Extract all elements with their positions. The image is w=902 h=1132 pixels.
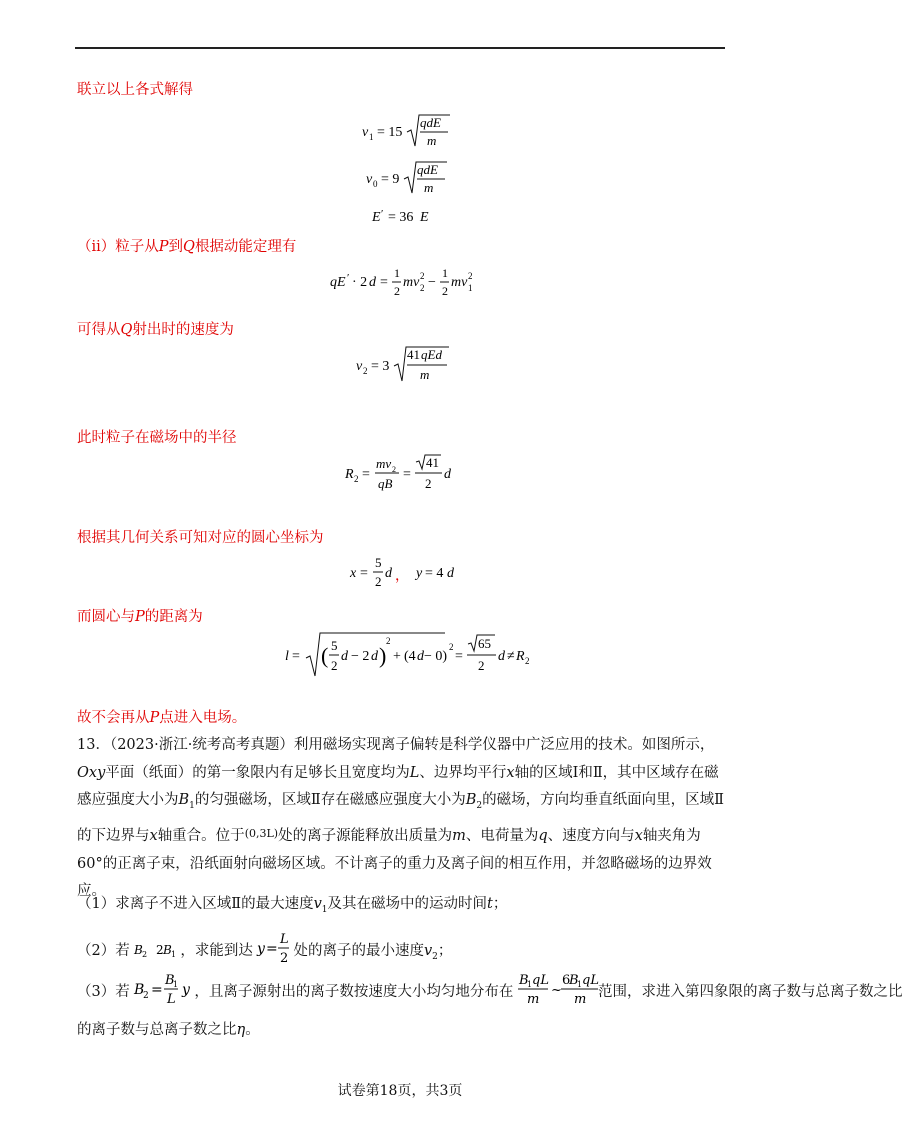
svg-text:B: B xyxy=(568,973,579,988)
svg-text:= 9: = 9 xyxy=(381,172,400,187)
solution-line-6 xyxy=(77,605,203,626)
line7-post: 点进入电场。 xyxy=(159,710,247,726)
stem-k: 轴夹角为60°的正离子束，沿纸面射向磁场区域。不计离子的重力及离子间的相互作用，并忽略磁场的边界效应。 xyxy=(77,828,712,900)
svg-text:=: = xyxy=(360,566,368,581)
svg-text:2: 2 xyxy=(156,943,164,957)
solution-line-1: 联立以上各式解得 xyxy=(77,82,193,98)
svg-text:(4: (4 xyxy=(404,649,416,664)
svg-text:′: ′ xyxy=(347,272,350,284)
q3-mid: ，且离子源射出的离子数按速度大小均匀地分布在 xyxy=(194,984,514,1000)
svg-text:R: R xyxy=(516,649,525,664)
stem-a: 利用磁场实现离子偏转是科学仪器中广泛应用的技术。如图所示， xyxy=(293,737,715,753)
svg-text:mv: mv xyxy=(403,275,420,290)
svg-text:E: E xyxy=(372,210,381,225)
svg-text:· 2: · 2 xyxy=(352,275,368,290)
var-l: L xyxy=(409,764,420,781)
svg-text:2: 2 xyxy=(392,465,396,474)
svg-text:qL: qL xyxy=(531,973,549,988)
svg-text:− 0): − 0) xyxy=(424,649,448,664)
problem-source: （2023·浙江·统考高考真题） xyxy=(109,737,294,753)
point-q-2: Q xyxy=(120,322,133,338)
q2-mid: ，求能到达 xyxy=(180,943,253,959)
svg-text:5: 5 xyxy=(331,638,338,653)
q2-end: ； xyxy=(437,943,453,959)
q2-post: 处的离子的最小速度 xyxy=(293,943,424,959)
svg-text:=: = xyxy=(151,982,164,998)
svg-text:v: v xyxy=(366,172,373,187)
svg-text:2: 2 xyxy=(468,271,473,281)
solution-line-3 xyxy=(77,318,234,339)
equation-center xyxy=(350,553,460,598)
svg-text:d: d xyxy=(371,649,378,664)
var-v1: v xyxy=(313,896,322,912)
svg-text:~: ~ xyxy=(550,983,562,998)
svg-text:R: R xyxy=(345,467,354,482)
svg-text:1: 1 xyxy=(173,980,179,989)
q2-y-formula xyxy=(257,931,293,967)
v2-sub: 2 xyxy=(432,951,438,962)
svg-text:d: d xyxy=(385,566,392,581)
svg-text:1: 1 xyxy=(369,132,374,142)
stem-i: 、电荷量为 xyxy=(465,828,539,845)
equation-v2 xyxy=(356,344,452,391)
svg-text:y: y xyxy=(182,982,191,998)
line7-pre: 故不会再从 xyxy=(77,710,150,726)
point-p-3: P xyxy=(149,710,160,726)
svg-text:2: 2 xyxy=(420,283,425,293)
line2-post: 根据动能定理有 xyxy=(194,239,297,255)
svg-text:65: 65 xyxy=(478,636,491,651)
var-v2: v xyxy=(423,943,433,959)
svg-text:2: 2 xyxy=(425,476,432,491)
svg-text:v: v xyxy=(362,125,369,140)
svg-text:x: x xyxy=(350,566,357,581)
svg-text:qE: qE xyxy=(330,275,346,290)
question-1 xyxy=(77,892,507,915)
line2-mid: 到 xyxy=(168,239,184,255)
svg-text:v: v xyxy=(356,359,363,374)
equation-energy xyxy=(330,265,480,308)
stem-b: 平面（纸面）的第一象限内有足够长且宽度均为 xyxy=(105,764,410,781)
q3-condition-formula xyxy=(134,972,194,1008)
svg-text:−: − xyxy=(428,275,436,290)
svg-text:y: y xyxy=(416,566,423,581)
svg-text:= 3: = 3 xyxy=(371,359,390,374)
svg-text:=: = xyxy=(455,649,463,664)
svg-text:2: 2 xyxy=(354,474,359,484)
svg-text:= 15: = 15 xyxy=(377,125,403,140)
sub-1: 1 xyxy=(189,800,195,811)
svg-text:qdE: qdE xyxy=(420,115,441,130)
svg-text:L: L xyxy=(280,932,290,947)
equation-radius xyxy=(345,452,457,501)
line6-pre: 而圆心与 xyxy=(77,609,135,625)
stem-g: 轴重合。位于 xyxy=(157,828,245,845)
svg-text:d: d xyxy=(341,649,348,664)
var-x-3: x xyxy=(634,828,643,845)
svg-text:′: ′ xyxy=(381,208,384,220)
svg-text:m: m xyxy=(427,133,437,148)
sub-2: 2 xyxy=(476,800,483,811)
line3-post: 射出时的速度为 xyxy=(132,322,234,338)
point-p: P xyxy=(158,239,169,255)
problem-number: 13． xyxy=(77,737,110,753)
svg-text:5: 5 xyxy=(375,555,382,570)
q3-end: 。 xyxy=(245,1022,260,1038)
svg-text:qL: qL xyxy=(581,973,599,988)
oxy: Oxy xyxy=(77,764,106,781)
q1-pre: （1）求离子不进入区域Ⅱ的最大速度 xyxy=(77,896,314,912)
q3-range-formula xyxy=(518,972,598,1008)
svg-text:0: 0 xyxy=(373,179,378,189)
point-p-2: P xyxy=(135,609,145,625)
q1-end: ； xyxy=(492,896,508,912)
svg-text:2: 2 xyxy=(442,284,448,298)
q1-mid: 及其在磁场中的运动时间 xyxy=(327,896,488,912)
var-b1: B xyxy=(178,792,190,808)
svg-text:B: B xyxy=(134,943,144,957)
header-rule xyxy=(75,47,725,49)
v1-sub: 1 xyxy=(321,904,328,915)
svg-text:B: B xyxy=(134,982,145,998)
svg-text:d: d xyxy=(444,467,451,482)
line6-post: 的距离为 xyxy=(144,609,203,625)
stem-j: 、速度方向与 xyxy=(547,828,635,845)
stem-e: 的匀强磁场，区域Ⅱ存在磁感应强度大小为 xyxy=(194,792,466,808)
svg-text:1: 1 xyxy=(442,266,448,280)
q2-pre: （2）若 xyxy=(77,943,130,959)
svg-text:=: = xyxy=(403,467,411,482)
svg-text:d: d xyxy=(417,649,424,664)
svg-text:1: 1 xyxy=(576,980,583,989)
svg-text:qdE: qdE xyxy=(417,162,438,177)
line2-pre: （ii）粒子从 xyxy=(77,239,159,255)
svg-text:d: d xyxy=(369,275,376,290)
svg-text:=: = xyxy=(292,649,300,664)
stem-f: 的磁场，方向均垂直纸面向里，区域Ⅱ的下边界与 xyxy=(77,792,724,845)
svg-text:d: d xyxy=(447,566,454,581)
svg-text:2: 2 xyxy=(525,656,530,666)
svg-text:B: B xyxy=(163,943,173,957)
equation-e-prime xyxy=(372,207,436,232)
svg-text:m: m xyxy=(573,992,587,1007)
solution-line-4: 此时粒子在磁场中的半径 xyxy=(77,430,237,446)
stem-d: 轴的区域Ⅰ和Ⅱ，其中区域存在磁感应强度大小为 xyxy=(77,764,719,808)
svg-text:B: B xyxy=(165,973,175,988)
svg-text:qEd: qEd xyxy=(421,347,442,362)
svg-text:B: B xyxy=(518,973,529,988)
svg-text:y: y xyxy=(257,941,266,957)
var-m: m xyxy=(452,828,466,845)
svg-text:41: 41 xyxy=(426,455,439,470)
problem-stem xyxy=(77,732,725,906)
svg-text:= 4: = 4 xyxy=(425,566,444,581)
svg-text:2: 2 xyxy=(143,991,150,1001)
svg-text:2: 2 xyxy=(386,636,391,646)
q3-pre: （3）若 xyxy=(77,984,130,1000)
equation-distance xyxy=(285,630,530,685)
question-2 xyxy=(77,931,452,967)
svg-text:=: = xyxy=(266,941,279,957)
svg-text:2: 2 xyxy=(280,951,289,966)
svg-text:1: 1 xyxy=(171,950,177,959)
svg-text:): ) xyxy=(379,643,387,668)
svg-text:L: L xyxy=(167,992,176,1007)
coord: (0,3L) xyxy=(244,827,279,841)
svg-text:=: = xyxy=(380,275,388,290)
solution-line-5: 根据其几何关系可知对应的圆心坐标为 xyxy=(77,530,324,546)
q3-post: 范围，求进入第四象限的离子数与总离子数之比 xyxy=(597,984,902,1000)
svg-text:6: 6 xyxy=(561,973,571,988)
question-3 xyxy=(77,972,902,1008)
svg-text:− 2: − 2 xyxy=(351,649,370,664)
var-t: t xyxy=(487,896,493,912)
svg-text:2: 2 xyxy=(394,284,400,298)
svg-text:d: d xyxy=(498,649,505,664)
svg-text:2: 2 xyxy=(331,658,338,673)
stem-h: 处的离子源能释放出质量为 xyxy=(278,828,453,845)
svg-text:1: 1 xyxy=(526,980,533,989)
equation-v0 xyxy=(366,159,450,204)
var-x: x xyxy=(506,764,515,781)
svg-text:41: 41 xyxy=(407,347,420,362)
svg-text:m: m xyxy=(526,992,540,1007)
svg-text:1: 1 xyxy=(468,283,473,293)
svg-text:l: l xyxy=(285,649,289,664)
svg-text:mv: mv xyxy=(376,456,392,471)
svg-text:1: 1 xyxy=(394,266,400,280)
question-3-cont xyxy=(77,1018,260,1039)
var-x-2: x xyxy=(149,828,158,845)
svg-text:2: 2 xyxy=(363,366,368,376)
line3-pre: 可得从 xyxy=(77,322,121,338)
svg-text:2: 2 xyxy=(142,950,148,959)
svg-text:mv: mv xyxy=(451,275,468,290)
svg-text:E: E xyxy=(420,210,429,225)
solution-line-2 xyxy=(77,235,296,256)
svg-text:(: ( xyxy=(321,643,329,668)
svg-text:≠: ≠ xyxy=(507,649,515,664)
svg-text:2: 2 xyxy=(478,658,485,673)
svg-text:2: 2 xyxy=(449,642,454,652)
svg-text:2: 2 xyxy=(375,574,382,589)
stem-c: 、边界均平行 xyxy=(419,764,507,781)
var-b2: B xyxy=(465,792,477,808)
var-eta: η xyxy=(236,1022,246,1038)
svg-text:m: m xyxy=(420,367,430,382)
svg-text:m: m xyxy=(424,180,434,195)
solution-line-7 xyxy=(77,706,246,727)
svg-text:+: + xyxy=(393,649,401,664)
svg-text:= 36: = 36 xyxy=(388,210,414,225)
svg-text:=: = xyxy=(362,467,370,482)
equation-v1 xyxy=(362,112,452,157)
svg-text:，: ， xyxy=(395,569,409,584)
q3-cont-text: 的离子数与总离子数之比 xyxy=(77,1022,237,1038)
page-footer: 试卷第18页，共3页 xyxy=(337,1083,463,1099)
q2-condition-formula xyxy=(134,941,180,959)
svg-text:2: 2 xyxy=(420,271,425,281)
var-q: q xyxy=(538,828,548,845)
svg-text:qB: qB xyxy=(378,476,393,491)
point-q: Q xyxy=(183,239,195,255)
